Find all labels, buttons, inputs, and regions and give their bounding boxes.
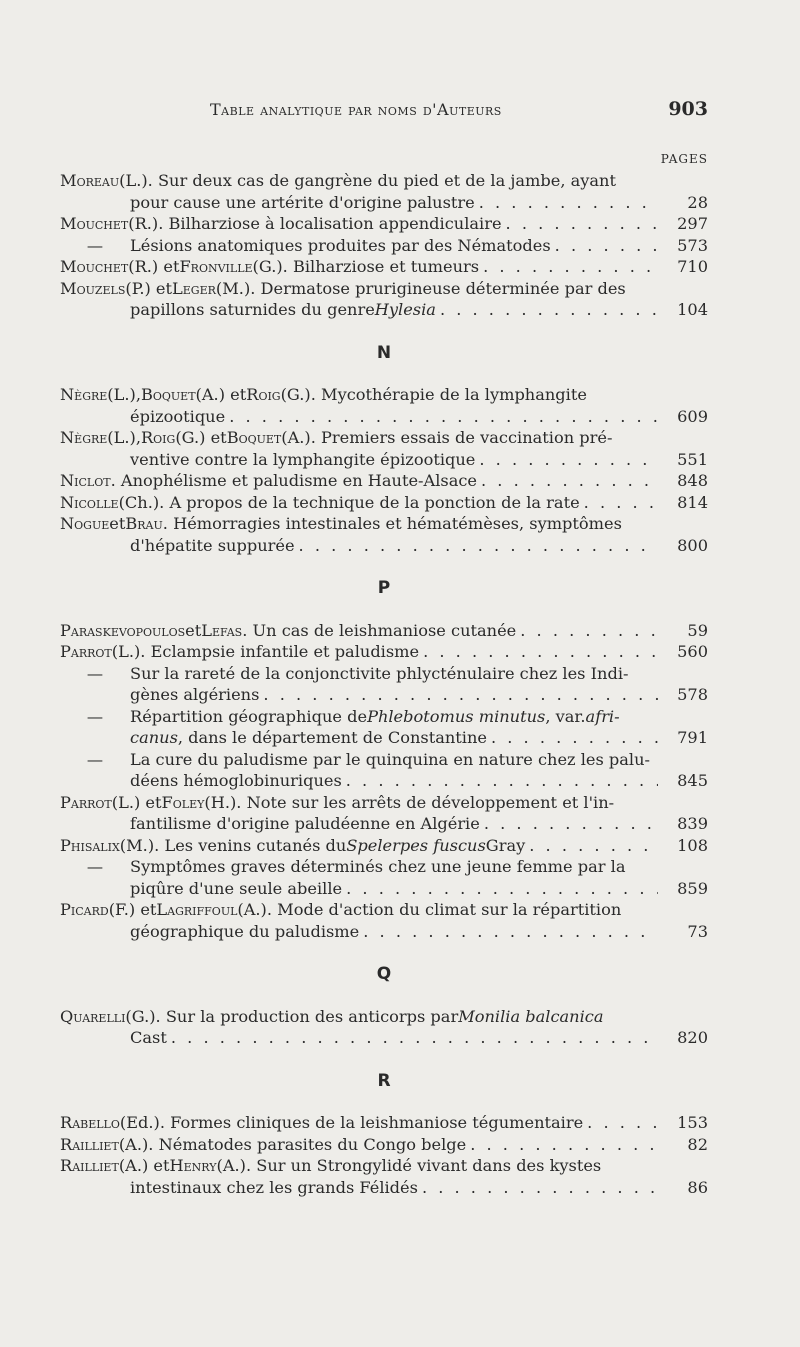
index-content	[60, 170, 708, 1198]
ditto-dash: —	[86, 663, 104, 683]
entry-line: piqûre d'une seule abeille . . . 859	[60, 878, 662, 900]
entry-line: Nègre (L.), Boquet (A.) et Roig (G.). Mycothérapie de la lymphangite	[60, 385, 587, 404]
entry-line	[60, 170, 662, 192]
entry-line: Parrot (L.) et Foley (H.). Note sur les arrêts de développement et l'in-	[60, 792, 615, 812]
index-entry	[60, 899, 708, 942]
page-ref: 104	[677, 300, 708, 319]
dot-leader	[520, 620, 658, 642]
page-ref: 86	[687, 1177, 708, 1197]
author-name: Mouchet	[60, 214, 129, 233]
entry-text: . Un cas de leishmaniose cutanée	[242, 620, 517, 640]
index-entry	[60, 470, 708, 492]
entry-text: Sur la rareté de la conjonctivite phlycténulaire chez les Indi-	[130, 663, 629, 683]
genus-name: Hylesia	[374, 300, 436, 319]
entry-text-cont: pour cause une artérite d'origine palustre	[130, 192, 475, 212]
running-header	[60, 100, 708, 130]
ditto-dash: —	[86, 706, 104, 726]
entry-line: Paraskevopoulos et Lefas . Un cas de leishmaniose cutanée . . . 59	[60, 620, 662, 642]
entry-line: papillons saturnides du genre Hylesia . . . 104	[60, 299, 662, 321]
index-entry	[60, 856, 708, 899]
author-name: Parrot	[60, 642, 112, 661]
author-name: Picard	[60, 900, 109, 919]
entry-text: (H.). Note sur les arrêts de développement et l'in-	[204, 792, 615, 812]
ditto-dash: —	[86, 749, 104, 769]
page-ref: 153	[677, 1113, 708, 1132]
author-name: Niclot	[60, 471, 111, 490]
page-ref: 859	[677, 878, 708, 898]
entry-text: (A.). Premiers essais de vaccination pré-	[281, 428, 613, 447]
entry-line: d'hépatite suppurée . . . 800	[60, 535, 662, 557]
index-entry	[60, 427, 708, 470]
section-letter-r: R	[377, 1070, 391, 1091]
entry-text: (Ed.). Formes cliniques de la leishmaniose tégumentaire	[119, 1113, 584, 1132]
dot-leader	[484, 813, 658, 835]
entry-text: . Anophélisme et paludisme en Haute-Alsace	[110, 471, 477, 490]
author-name: Railliet	[60, 1134, 119, 1154]
author-name: Railliet	[60, 1156, 119, 1175]
entry-text: (M.). Dermatose prurigineuse déterminée par des	[215, 278, 626, 298]
index-entry	[60, 384, 708, 427]
section-letter-p: P	[377, 578, 391, 598]
page-ref: 848	[677, 471, 708, 490]
entry-line	[60, 749, 662, 771]
index-entry	[60, 170, 708, 213]
ditto-dash: —	[86, 235, 104, 255]
entry-line: — Répartition géographique de Phlebotomus minutus , var. afri-	[60, 706, 662, 728]
entry-line: géographique du paludisme . . . 73	[60, 921, 662, 943]
entry-line	[60, 235, 708, 257]
author-name: Fronville	[179, 257, 253, 276]
author-name: Paraskevopoulos	[60, 620, 186, 640]
dot-leader	[299, 535, 658, 557]
entry-line: Phisalix (M.). Les venins cutanés du Spelerpes fuscus Gray . . . 108	[60, 835, 662, 857]
page-number: 903	[668, 98, 708, 120]
page-ref: 297	[677, 214, 708, 233]
section-letter-n: N	[376, 342, 392, 363]
author-name: Moreau	[60, 171, 120, 190]
dot-leader	[587, 1112, 658, 1134]
entry-line: intestinaux chez les grands Félidés . . . 86	[60, 1177, 662, 1199]
entry-line: Nègre (L.), Roig (G.) et Boquet (A.). Premiers essais de vaccination pré-	[60, 428, 613, 447]
dot-leader	[481, 470, 658, 492]
section-letter-q: Q	[376, 964, 392, 984]
index-entry	[60, 1155, 708, 1198]
entry-line: déens hémoglobinuriques . . . 845	[60, 770, 662, 792]
page-ref: 551	[677, 449, 708, 469]
index-entry	[60, 278, 708, 321]
author-name: Nègre	[60, 428, 108, 447]
entry-text: Lésions anatomiques produites par des Nématodes	[130, 235, 551, 255]
index-entry	[60, 1112, 708, 1134]
dot-leader	[506, 213, 658, 235]
author-name: Phisalix	[60, 835, 120, 855]
index-entry	[60, 663, 708, 706]
page-ref: 560	[677, 642, 708, 661]
entry-line: Quarelli (G.). Sur la production des anticorps par Monilia balcanica	[60, 1006, 604, 1026]
dot-leader	[346, 770, 658, 792]
entry-line	[60, 1112, 708, 1134]
entry-text: Symptômes graves déterminés chez une jeune femme par la	[130, 857, 626, 876]
dot-leader	[346, 878, 658, 900]
author-name: Brau	[125, 514, 163, 533]
entry-line: Railliet (A.) et Henry (A.). Sur un Strongylidé vivant dans des kystes	[60, 1156, 602, 1175]
page-ref: 573	[677, 235, 708, 255]
pages-column-label: PAGES	[660, 152, 708, 166]
entry-text: (L.). Sur deux cas de gangrène du pied et de la jambe, ayant	[119, 171, 616, 190]
entry-line: Mouzels (P.) et Leger (M.). Dermatose prurigineuse déterminée par des	[60, 278, 626, 298]
entry-line	[60, 1134, 708, 1156]
index-entry	[60, 235, 708, 257]
author-name: Roig	[246, 385, 281, 404]
dot-leader	[479, 192, 658, 214]
entry-line	[60, 641, 708, 663]
dot-leader	[491, 727, 658, 749]
index-entry	[60, 641, 708, 663]
index-entry	[60, 1006, 708, 1049]
author-name: Nègre	[60, 385, 108, 404]
dot-leader	[479, 449, 658, 471]
index-entry	[60, 1134, 708, 1156]
dot-leader	[584, 492, 658, 514]
author-name: Henry	[169, 1156, 217, 1175]
page-ref: 59	[687, 620, 708, 640]
entry-line	[60, 470, 708, 492]
entry-text: (A.). Nématodes parasites du Congo belge	[118, 1134, 467, 1154]
page-ref: 791	[677, 728, 708, 747]
author-name: Boquet	[140, 385, 196, 404]
index-entry	[60, 620, 708, 642]
dot-leader	[440, 299, 658, 321]
entry-text: (A.). Mode d'action du climat sur la répartition	[237, 900, 622, 919]
entry-line	[60, 213, 708, 235]
entry-text: (A.). Sur un Strongylidé vivant dans des kystes	[216, 1156, 602, 1175]
ditto-dash: —	[86, 857, 104, 876]
author-name: Parrot	[60, 792, 112, 812]
author-name: Boquet	[226, 428, 282, 447]
page-ref: 800	[677, 535, 708, 555]
page-ref: 73	[687, 921, 708, 941]
author-name: Mouzels	[60, 278, 126, 298]
page-ref: 578	[677, 685, 708, 704]
entry-line: fantilisme d'origine paludéenne en Algérie . . . 839	[60, 813, 662, 835]
species-name: Monilia balcanica	[458, 1006, 604, 1026]
entry-line: épizootique . . . 609	[60, 406, 662, 428]
index-entry	[60, 749, 708, 792]
author-name: Leger	[172, 278, 216, 298]
species-name: Phlebotomus minutus	[367, 706, 546, 726]
entry-text: (G.). Mycothérapie de la lymphangite	[280, 385, 587, 404]
entry-text: La cure du paludisme par le quinquina en nature chez les palu-	[130, 749, 651, 769]
entry-line: ventive contre la lymphangite épizootique . . . 551	[60, 449, 662, 471]
page-ref: 845	[677, 771, 708, 790]
page-ref: 839	[677, 814, 708, 833]
author-name: Foley	[161, 792, 205, 812]
entry-line: canus , dans le département de Constantine . . . 791	[60, 727, 662, 749]
author-name: Rabello	[60, 1113, 120, 1132]
entry-line	[60, 856, 662, 878]
dot-leader	[171, 1027, 658, 1049]
index-entry	[60, 256, 708, 278]
dot-leader	[422, 1177, 658, 1199]
entry-line	[60, 663, 662, 685]
author-name: Roig	[140, 428, 176, 447]
entry-line: Cast . . . 820	[60, 1027, 662, 1049]
page-ref: 28	[687, 192, 708, 212]
index-entry	[60, 213, 708, 235]
index-entry	[60, 706, 708, 749]
dot-leader	[229, 406, 658, 428]
entry-text: (L.). Eclampsie infantile et paludisme	[111, 642, 420, 661]
dot-leader	[483, 256, 658, 278]
entry-text: (R.). Bilharziose à localisation appendiculaire	[128, 214, 502, 233]
entry-line: Nogue et Brau . Hémorragies intestinales et hématémèses, symptômes	[60, 514, 622, 533]
entry-line: Picard (F.) et Lagriffoul (A.). Mode d'action du climat sur la répartition	[60, 900, 622, 919]
author-name: Mouchet	[60, 257, 129, 276]
dot-leader	[555, 235, 658, 257]
page-ref: 710	[677, 257, 708, 276]
index-entry	[60, 513, 708, 556]
page-ref: 820	[677, 1028, 708, 1047]
index-entry	[60, 835, 708, 857]
entry-text: (Ch.). A propos de la technique de la ponction de la rate	[118, 492, 580, 512]
dot-leader	[263, 684, 658, 706]
entry-line	[60, 492, 708, 514]
page-ref: 108	[677, 835, 708, 855]
entry-text: (G.). Bilharziose et tumeurs	[252, 257, 480, 276]
page-ref: 609	[677, 406, 708, 426]
author-name: Nicolle	[60, 492, 119, 512]
author-name: Lagriffoul	[156, 900, 238, 919]
dot-leader	[529, 835, 658, 857]
species-name: Spelerpes fuscus	[346, 835, 486, 855]
entry-text: . Hémorragies intestinales et hématémèses, symptômes	[162, 514, 622, 533]
author-name: Nogue	[60, 514, 110, 533]
entry-line: Mouchet (R.) et Fronville (G.). Bilharziose et tumeurs . . . 710	[60, 256, 662, 278]
index-entry	[60, 492, 708, 514]
author-name: Quarelli	[60, 1006, 126, 1026]
dot-leader	[363, 921, 658, 943]
page-ref: 814	[677, 492, 708, 512]
dot-leader	[423, 641, 658, 663]
entry-line	[60, 192, 708, 214]
dot-leader	[470, 1134, 658, 1156]
entry-line: gènes algériens . . . 578	[60, 684, 662, 706]
page-ref: 82	[687, 1134, 708, 1154]
index-entry	[60, 792, 708, 835]
header-title: Table analytique par noms d'Auteurs	[210, 100, 502, 119]
author-name: Lefas	[201, 620, 243, 640]
